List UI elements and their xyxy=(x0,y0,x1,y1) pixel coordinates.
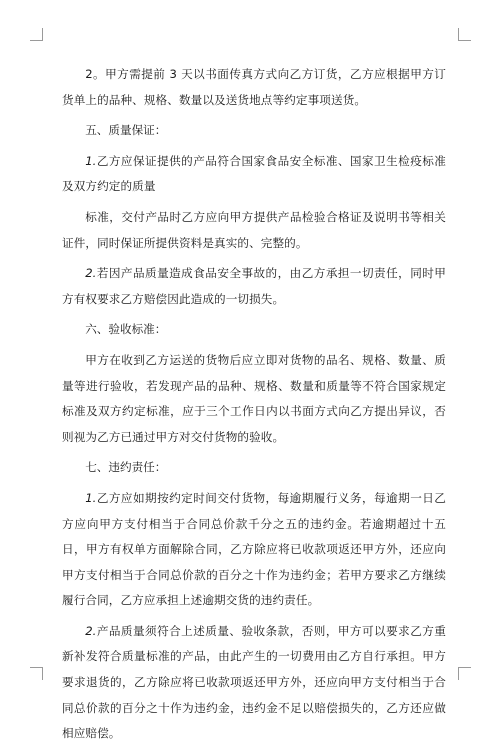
paragraph-breach-1 xyxy=(62,486,446,614)
crop-mark-bottom-left xyxy=(30,667,43,680)
clause-number: 1. xyxy=(85,153,97,168)
paragraph-text: 产品质量须符合上述质量、验收条款，否则，甲方可以要求乙方重新补发符合质量标准的产品，由此产生的一切费用由乙方自行承担。甲方要求退货的，乙方除应将已收款项返还甲方外，还应向甲方支付相当于合同总价款的百分之十作为违约金，违约金不足以赔偿损失的，乙方还应做相应赔偿。 xyxy=(62,623,446,741)
crop-mark-bottom-right xyxy=(458,667,471,680)
paragraph-text: 乙方应保证提供的产品符合国家食品安全标准、国家卫生检疫标准及双方约定的质量 xyxy=(62,153,446,194)
section-heading-breach: 七、违约责任： xyxy=(85,460,167,475)
crop-mark-top-left xyxy=(30,28,43,41)
paragraph-ordering: 2。甲方需提前 3 天以书面传真方式向乙方订货，乙方应根据甲方订货单上的品种、规格、数量以及送货地点等约定事项送货。 xyxy=(62,67,446,107)
crop-mark-top-right xyxy=(458,28,471,41)
paragraph-quality-1-cont: 标准，交付产品时乙方应向甲方提供产品检验合格证及说明书等相关证件，同时保证所提供资料是真实的、完整的。 xyxy=(62,209,446,250)
paragraph-text: 乙方应如期按约定时间交付货物，每逾期履行义务，每逾期一日乙方应向甲方支付相当于合同总价款千分之五的违约金。若逾期超过十五日，甲方有权单方面解除合同，乙方除应将已收款项返还甲方外，还应向甲方支付相当于合同总价款的百分之十作为违约金；若甲方要求乙方继续履行合同，乙方应承担上述逾期交货的违约责任。 xyxy=(62,490,446,608)
paragraph-quality-2 xyxy=(62,261,446,312)
clause-number: 2. xyxy=(85,266,97,281)
section-heading-acceptance: 六、验收标准： xyxy=(85,322,167,337)
paragraph-quality-1 xyxy=(62,149,446,200)
section-heading-quality: 五、质量保证： xyxy=(85,123,167,138)
paragraph-acceptance: 甲方在收到乙方运送的货物后应立即对货物的品名、规格、数量、质量等进行验收，若发现产品的品种、规格、数量和质量等不符合国家规定标准及双方约定标准，应于三个工作日内以书面方式向乙方提出异议，否则视为乙方已通过甲方对交付货物的验收。 xyxy=(62,352,446,444)
paragraph-text: 若因产品质量造成食品安全事故的，由乙方承担一切责任，同时甲方有权要求乙方赔偿因此造成的一切损失。 xyxy=(62,266,446,306)
clause-number: 2. xyxy=(85,623,97,638)
document-body xyxy=(62,62,446,747)
clause-number: 1. xyxy=(85,490,97,505)
paragraph-breach-2 xyxy=(62,619,446,747)
